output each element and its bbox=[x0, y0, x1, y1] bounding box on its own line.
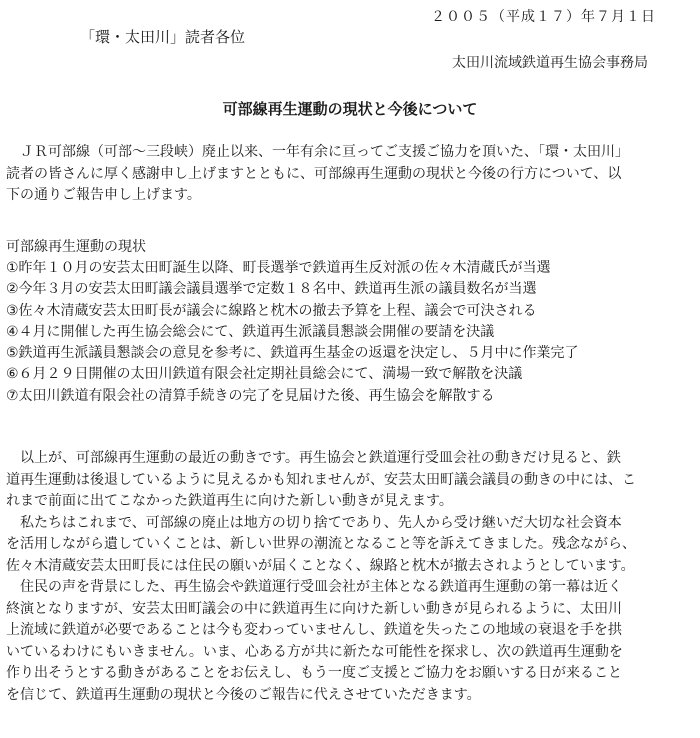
status-item: ⑥６月２９日開催の太田川鉄道有限会社定期社員総会にて、満場一致で解散を決議 bbox=[6, 366, 523, 383]
status-item: ④４月に開催した再生協会総会にて、鉄道再生派議員懇談会開催の要請を決議 bbox=[6, 323, 495, 340]
body-line: 佐々木清蔵安芸太田町長には住民の願いが届くことなく、線路と枕木が撤去されようとしています。 bbox=[6, 557, 635, 574]
status-list bbox=[6, 258, 579, 407]
body-paragraphs bbox=[6, 448, 694, 706]
status-item: ⑤鉄道再生派議員懇談会の意見を参考に、鉄道再生基金の返還を決定し、５月中に作業完了 bbox=[6, 345, 579, 362]
document-date: ２００５（平成１７）年７月１日 bbox=[431, 9, 656, 25]
intro-line: 下の通りご報告申し上げます。 bbox=[6, 187, 201, 203]
intro-line: 読者の皆さんに厚く感謝申し上げますとともに、可部線再生運動の現状と今後の行方について、以 bbox=[6, 165, 622, 182]
body-line: 以上が、可部線再生運動の最近の動きです。再生協会と鉄道運行受皿会社の動きだけ見ると、鉄 bbox=[6, 450, 621, 466]
status-heading: 可部線再生運動の現状 bbox=[6, 239, 146, 255]
body-line: 終演となりますが、安芸太田町議会の中に鉄道再生に向けた新しい動きが見られるように、太田川 bbox=[6, 600, 622, 617]
body-line: いているわけにもいきません。いま、心ある方が共に新たな可能性を探求し、次の鉄道再生運動を bbox=[6, 643, 623, 660]
document-title: 可部線再生運動の現状と今後について bbox=[222, 100, 478, 118]
status-item: ③佐々木清蔵安芸太田町長が議会に線路と枕木の撤去予算を上程、議会で可決される bbox=[6, 302, 537, 319]
status-item: ②今年３月の安芸太田町議会議員選挙で定数１８名中、鉄道再生派の議員数名が当選 bbox=[6, 281, 537, 298]
sender-organization: 太田川流域鉄道再生協会事務局 bbox=[452, 55, 648, 71]
body-line: れまで前面に出てこなかった鉄道再生に向けた新しい動きが見えます。 bbox=[6, 493, 453, 509]
body-line: を活用しながら遺していくことは、新しい世界の潮流となること等を訴えてきました。残念ながら、 bbox=[6, 536, 636, 552]
intro-line: ＪＲ可部線（可部～三段峡）廃止以来、一年有余に亘ってご支援ご協力を頂いた、「環・太田川」 bbox=[6, 144, 629, 160]
status-item: ①昨年１０月の安芸太田町誕生以降、町長選挙で鉄道再生反対派の佐々木清蔵氏が当選 bbox=[6, 260, 551, 276]
body-line: 私たちはこれまで、可部線の廃止は地方の切り捨てであり、先人から受け継いだ大切な社会資本 bbox=[6, 514, 622, 531]
addressee: 「環・太田川」読者各位 bbox=[80, 28, 246, 46]
body-line: 住民の声を背景にした、再生協会や鉄道運行受皿会社が主体となる鉄道再生運動の第一幕は近く bbox=[6, 579, 622, 595]
intro-paragraph bbox=[6, 142, 694, 207]
body-line: 道再生運動は後退しているように見えるかも知れませんが、安芸太田町議会議員の動きの中には、こ bbox=[6, 471, 636, 488]
body-line: 作り出そうとする動きがあることをお伝えし、もう一度ご支援とご協力をお願いする日が来ること bbox=[6, 665, 622, 681]
body-line: を信じて、鉄道再生運動の現状と今後のご報告に代えさせていただきます。 bbox=[6, 686, 481, 703]
body-line: 上流域に鉄道が必要であることは今も変わっていませんし、鉄道を失ったこの地域の衰退を手を拱 bbox=[6, 622, 622, 638]
status-item: ⑦太田川鉄道有限会社の清算手続きの完了を見届けた後、再生協会を解散する bbox=[6, 387, 495, 404]
